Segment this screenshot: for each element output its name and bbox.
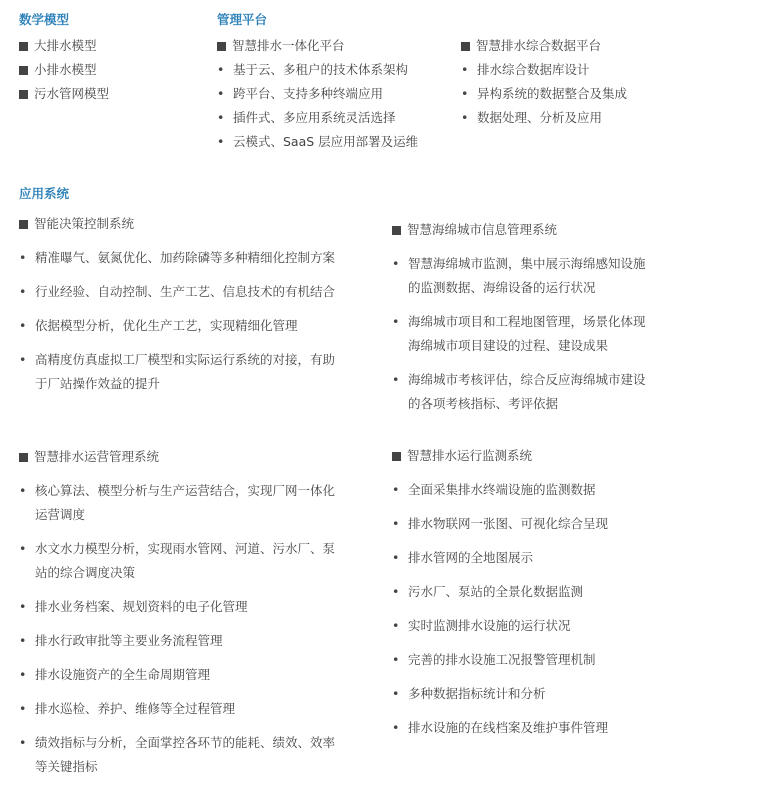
list-item: • 依据模型分析，优化生产工艺，实现精细化管理 xyxy=(19,314,339,338)
list-item: • 实时监测排水设施的运行状况 xyxy=(392,614,692,638)
list-item: • 多种数据指标统计和分析 xyxy=(392,682,692,706)
list-item: • 跨平台、支持多种终端应用 xyxy=(217,82,457,106)
dot-bullet-icon: • xyxy=(392,686,400,701)
dot-bullet-icon: • xyxy=(392,314,400,329)
square-bullet-icon xyxy=(19,90,28,99)
dot-bullet-icon: • xyxy=(19,633,27,648)
dot-bullet-icon: • xyxy=(19,352,27,367)
list-item: • 排水巡检、养护、维修等全过程管理 xyxy=(19,697,339,721)
math-model-item: 大排水模型 xyxy=(19,38,109,54)
list-item: • 完善的排水设施工况报警管理机制 xyxy=(392,648,692,672)
square-bullet-icon xyxy=(19,66,28,75)
platform-group xyxy=(217,38,457,154)
dot-bullet-icon: • xyxy=(461,86,469,101)
list-item: • 基于云、多租户的技术体系架构 xyxy=(217,58,457,82)
dot-bullet-icon: • xyxy=(19,541,27,556)
dot-bullet-icon: • xyxy=(217,62,225,77)
list-item: • 全面采集排水终端设施的监测数据 xyxy=(392,478,692,502)
list-item: • 云模式、SaaS 层应用部署及运维 xyxy=(217,130,457,154)
list-item: • 水文水力模型分析，实现雨水管网、河道、污水厂、泵站的综合调度决策 xyxy=(19,537,339,585)
square-bullet-icon xyxy=(392,226,401,235)
math-model-item: 污水管网模型 xyxy=(19,86,109,102)
list-item: • 排水业务档案、规划资料的电子化管理 xyxy=(19,595,339,619)
list-item: • 排水设施的在线档案及维护事件管理 xyxy=(392,716,692,740)
dot-bullet-icon: • xyxy=(19,599,27,614)
dot-bullet-icon: • xyxy=(392,584,400,599)
dot-bullet-icon: • xyxy=(392,482,400,497)
group-heading: 智慧排水运行监测系统 xyxy=(392,448,692,464)
dot-bullet-icon: • xyxy=(392,256,400,271)
list-item: • 高精度仿真虚拟工厂模型和实际运行系统的对接，有助于厂站操作效益的提升 xyxy=(19,348,339,396)
mgmt-platform-section xyxy=(217,10,457,154)
dot-bullet-icon: • xyxy=(392,516,400,531)
list-item: • 绩效指标与分析，全面掌控各环节的能耗、绩效、效率等关键指标 xyxy=(19,731,339,779)
square-bullet-icon xyxy=(217,42,226,51)
dot-bullet-icon: • xyxy=(217,86,225,101)
list-item: • 异构系统的数据整合及集成 xyxy=(461,82,701,106)
list-item: • 插件式、多应用系统灵活选择 xyxy=(217,106,457,130)
apps-title: 应用系统 xyxy=(19,186,70,201)
group-heading: 智慧排水综合数据平台 xyxy=(461,38,701,54)
dot-bullet-icon: • xyxy=(19,667,27,682)
sponge-city-system xyxy=(392,222,654,426)
list-item: • 智慧海绵城市监测，集中展示海绵感知设施的监测数据、海绵设备的运行状况 xyxy=(392,252,654,300)
list-item: • 核心算法、模型分析与生产运营结合，实现厂网一体化运营调度 xyxy=(19,479,339,527)
operation-system xyxy=(19,449,339,789)
decision-system xyxy=(19,216,339,406)
dot-bullet-icon: • xyxy=(461,110,469,125)
list-item: • 精准曝气、氨氮优化、加药除磷等多种精细化控制方案 xyxy=(19,246,339,270)
group-heading: 智慧排水一体化平台 xyxy=(217,38,457,54)
math-model-item: 小排水模型 xyxy=(19,62,109,78)
group-heading: 智能决策控制系统 xyxy=(19,216,339,232)
square-bullet-icon xyxy=(19,42,28,51)
list-item: • 行业经验、自动控制、生产工艺、信息技术的有机结合 xyxy=(19,280,339,304)
dot-bullet-icon: • xyxy=(217,110,225,125)
list-item: • 污水厂、泵站的全景化数据监测 xyxy=(392,580,692,604)
dot-bullet-icon: • xyxy=(19,483,27,498)
monitoring-system xyxy=(392,448,692,750)
dot-bullet-icon: • xyxy=(461,62,469,77)
square-bullet-icon xyxy=(19,453,28,462)
dot-bullet-icon: • xyxy=(19,318,27,333)
list-item: • 排水设施资产的全生命周期管理 xyxy=(19,663,339,687)
dot-bullet-icon: • xyxy=(392,652,400,667)
list-item: • 排水行政审批等主要业务流程管理 xyxy=(19,629,339,653)
dot-bullet-icon: • xyxy=(19,735,27,750)
list-item: • 数据处理、分析及应用 xyxy=(461,106,701,130)
list-item: • 排水管网的全地图展示 xyxy=(392,546,692,570)
dot-bullet-icon: • xyxy=(217,134,225,149)
square-bullet-icon xyxy=(461,42,470,51)
list-item: • 排水综合数据库设计 xyxy=(461,58,701,82)
dot-bullet-icon: • xyxy=(19,250,27,265)
list-item: • 排水物联网一张图、可视化综合呈现 xyxy=(392,512,692,536)
dot-bullet-icon: • xyxy=(392,720,400,735)
square-bullet-icon xyxy=(392,452,401,461)
math-models-title: 数学模型 xyxy=(19,12,70,27)
dot-bullet-icon: • xyxy=(392,618,400,633)
list-item: • 海绵城市考核评估，综合反应海绵城市建设的各项考核指标、考评依据 xyxy=(392,368,654,416)
platform-group xyxy=(461,38,701,130)
dot-bullet-icon: • xyxy=(19,284,27,299)
group-heading: 智慧排水运营管理系统 xyxy=(19,449,339,465)
list-item: • 海绵城市项目和工程地图管理，场景化体现海绵城市项目建设的过程、建设成果 xyxy=(392,310,654,358)
dot-bullet-icon: • xyxy=(392,372,400,387)
mgmt-platform-title: 管理平台 xyxy=(217,12,268,27)
math-models-section xyxy=(19,10,109,102)
dot-bullet-icon: • xyxy=(392,550,400,565)
group-heading: 智慧海绵城市信息管理系统 xyxy=(392,222,654,238)
dot-bullet-icon: • xyxy=(19,701,27,716)
square-bullet-icon xyxy=(19,220,28,229)
